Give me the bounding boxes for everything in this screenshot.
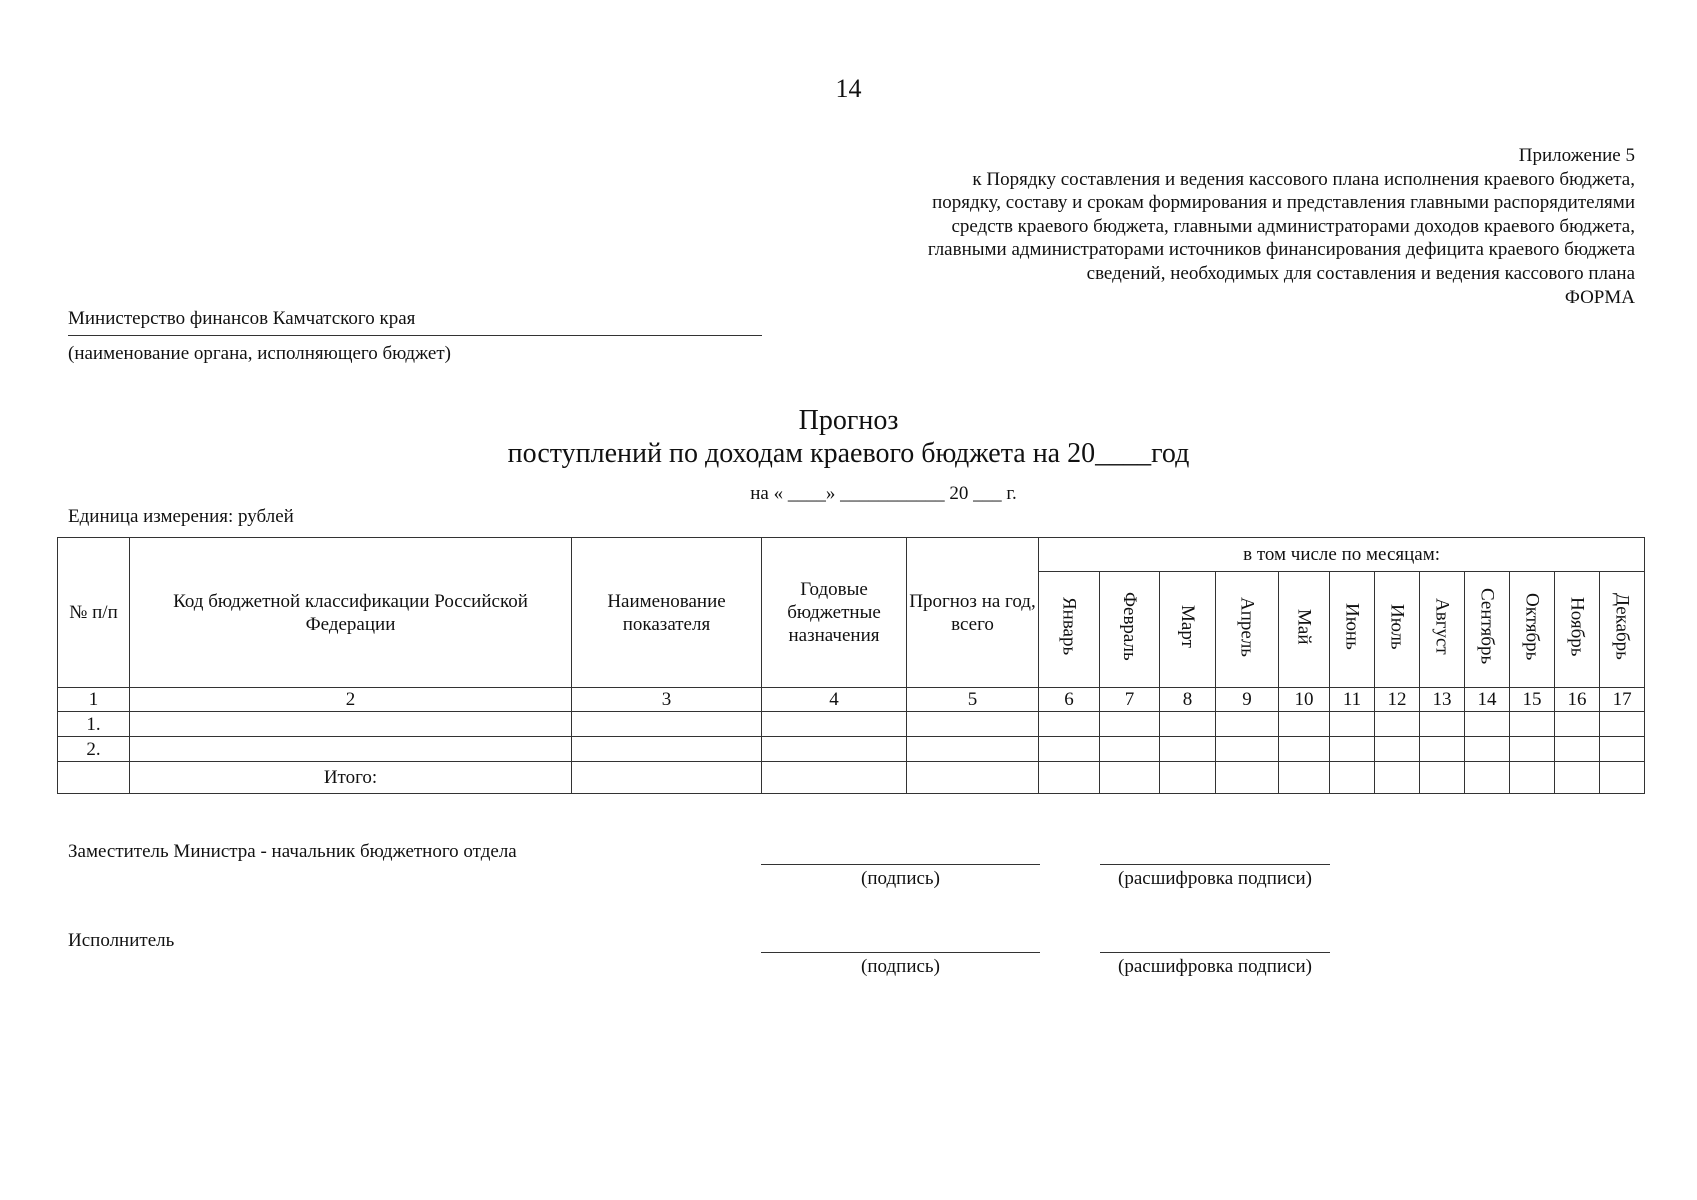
column-number: 8 — [1160, 688, 1216, 712]
total-row — [58, 762, 1645, 794]
signature-decode-caption: (расшифровка подписи) — [1118, 868, 1312, 889]
table-cell[interactable] — [1100, 737, 1160, 762]
title-line-1: Прогноз — [798, 405, 899, 436]
appendix-line: к Порядку составления и ведения кассового плана исполнения краевого бюджета, — [972, 168, 1635, 190]
table-cell[interactable] — [1600, 762, 1645, 794]
table-cell[interactable] — [1375, 712, 1420, 737]
header-month — [1510, 572, 1555, 688]
table-cell[interactable] — [1600, 737, 1645, 762]
header-forecast: Прогноз на год, всего — [907, 538, 1039, 688]
header-month — [1100, 572, 1160, 688]
month-label: Сентябрь — [1476, 588, 1498, 665]
table-cell[interactable] — [1465, 712, 1510, 737]
table-cell[interactable] — [572, 737, 762, 762]
table-cell[interactable] — [1420, 737, 1465, 762]
column-number: 4 — [762, 688, 907, 712]
table-cell[interactable] — [1420, 762, 1465, 794]
table-cell[interactable] — [1279, 762, 1330, 794]
table-cell[interactable] — [1555, 712, 1600, 737]
column-number: 5 — [907, 688, 1039, 712]
table-cell[interactable] — [1100, 712, 1160, 737]
column-number: 16 — [1555, 688, 1600, 712]
signature-decode-line — [1100, 864, 1330, 865]
month-label: Июнь — [1341, 603, 1363, 650]
month-label: Октябрь — [1521, 592, 1543, 661]
appendix-line: сведений, необходимых для составления и ведения кассового плана — [1086, 262, 1635, 284]
header-months-group: в том числе по месяцам: — [1039, 538, 1645, 572]
signature-caption: (подпись) — [861, 868, 940, 889]
table-cell[interactable] — [1160, 712, 1216, 737]
month-label: Ноябрь — [1566, 596, 1588, 657]
table-cell[interactable] — [1039, 737, 1100, 762]
header-month — [1420, 572, 1465, 688]
signature-line — [761, 864, 1040, 865]
table-cell[interactable] — [1510, 737, 1555, 762]
header-month — [1600, 572, 1645, 688]
appendix-line: средств краевого бюджета, главными администраторами доходов краевого бюджета, — [951, 215, 1635, 237]
column-number: 3 — [572, 688, 762, 712]
header-month — [1039, 572, 1100, 688]
table-cell[interactable] — [1600, 712, 1645, 737]
column-number: 1 — [58, 688, 130, 712]
column-number: 2 — [130, 688, 572, 712]
table-cell[interactable] — [1375, 737, 1420, 762]
header-month — [1160, 572, 1216, 688]
table-cell[interactable] — [1555, 762, 1600, 794]
appendix-line: главными администраторами источников финансирования дефицита краевого бюджета — [927, 239, 1635, 261]
table-cell[interactable] — [1510, 712, 1555, 737]
column-number: 15 — [1510, 688, 1555, 712]
header-month — [1330, 572, 1375, 688]
table-cell[interactable] — [907, 737, 1039, 762]
header-month — [1279, 572, 1330, 688]
header-month — [1375, 572, 1420, 688]
appendix-line: Приложение 5 — [1518, 145, 1635, 166]
column-number: 14 — [1465, 688, 1510, 712]
table-cell[interactable] — [1216, 737, 1279, 762]
header-name: Наименование показателя — [572, 538, 762, 688]
column-number-row — [58, 688, 1645, 712]
table-cell[interactable] — [130, 712, 572, 737]
table-cell[interactable] — [1510, 762, 1555, 794]
table-cell[interactable] — [572, 762, 762, 794]
row-number: 1. — [58, 712, 130, 737]
header-month — [1555, 572, 1600, 688]
row-number: 2. — [58, 737, 130, 762]
column-number: 13 — [1420, 688, 1465, 712]
month-label: Июль — [1386, 603, 1408, 650]
table-cell[interactable] — [1465, 762, 1510, 794]
table-cell[interactable] — [572, 712, 762, 737]
table-cell[interactable] — [1279, 712, 1330, 737]
table-cell[interactable] — [762, 737, 907, 762]
month-label: Декабрь — [1611, 593, 1633, 660]
month-label: Март — [1177, 605, 1198, 648]
date-line: на « ____» ___________ 20 ___ г. — [750, 483, 1017, 504]
table-cell[interactable] — [1216, 712, 1279, 737]
table-cell[interactable] — [907, 762, 1039, 794]
page-number: 14 — [835, 74, 862, 103]
column-number: 9 — [1216, 688, 1279, 712]
header-code: Код бюджетной классификации Российской Федерации — [130, 538, 572, 688]
table-cell[interactable] — [1039, 762, 1100, 794]
table-cell[interactable] — [1330, 762, 1375, 794]
column-number: 11 — [1330, 688, 1375, 712]
table-cell[interactable] — [762, 762, 907, 794]
column-number: 12 — [1375, 688, 1420, 712]
table-cell[interactable] — [907, 712, 1039, 737]
appendix-line: порядку, составу и срокам формирования и представления главными распорядителями — [932, 192, 1635, 214]
table-cell[interactable] — [1216, 762, 1279, 794]
column-number: 17 — [1600, 688, 1645, 712]
signature-decode-line — [1100, 952, 1330, 953]
table-cell[interactable] — [1330, 737, 1375, 762]
month-label: Август — [1431, 598, 1453, 655]
title-line-2: поступлений по доходам краевого бюджета на 20____год — [507, 438, 1190, 469]
document-title — [0, 404, 1697, 470]
table-cell[interactable] — [1039, 712, 1100, 737]
column-number: 6 — [1039, 688, 1100, 712]
table-cell[interactable] — [130, 737, 572, 762]
table-cell[interactable] — [1555, 737, 1600, 762]
header-annual: Годовые бюджетные назначения — [762, 538, 907, 688]
appendix-block — [735, 144, 1635, 309]
organization-name: Министерство финансов Камчатского края — [68, 307, 762, 336]
month-label: Февраль — [1119, 592, 1140, 661]
total-label: Итого: — [130, 762, 572, 794]
table-cell[interactable] — [1279, 737, 1330, 762]
column-number: 10 — [1279, 688, 1330, 712]
column-number: 7 — [1100, 688, 1160, 712]
header-num: № п/п — [58, 538, 130, 688]
month-label: Май — [1293, 608, 1315, 645]
signature-decode-caption: (расшифровка подписи) — [1118, 956, 1312, 977]
signature-line — [761, 952, 1040, 953]
organization-caption: (наименование органа, исполняющего бюджет) — [68, 343, 451, 364]
table-cell[interactable] — [1330, 712, 1375, 737]
form-label: ФОРМА — [1564, 286, 1635, 308]
table-cell — [58, 762, 130, 794]
table-cell[interactable] — [1375, 762, 1420, 794]
month-label: Апрель — [1236, 596, 1258, 657]
organization-block — [68, 307, 762, 366]
month-label: Январь — [1058, 597, 1080, 656]
header-month — [1216, 572, 1279, 688]
forecast-table — [57, 537, 1645, 794]
table-cell[interactable] — [1160, 737, 1216, 762]
table-row — [58, 737, 1645, 762]
signatory-title: Заместитель Министра - начальник бюджетного отдела — [68, 841, 517, 862]
table-cell[interactable] — [1420, 712, 1465, 737]
table-row — [58, 712, 1645, 737]
table-cell[interactable] — [1465, 737, 1510, 762]
table-cell[interactable] — [1160, 762, 1216, 794]
units-label: Единица измерения: рублей — [68, 506, 294, 527]
table-cell[interactable] — [762, 712, 907, 737]
signature-caption: (подпись) — [861, 956, 940, 977]
executor-title: Исполнитель — [68, 930, 175, 951]
table-cell[interactable] — [1100, 762, 1160, 794]
header-month — [1465, 572, 1510, 688]
